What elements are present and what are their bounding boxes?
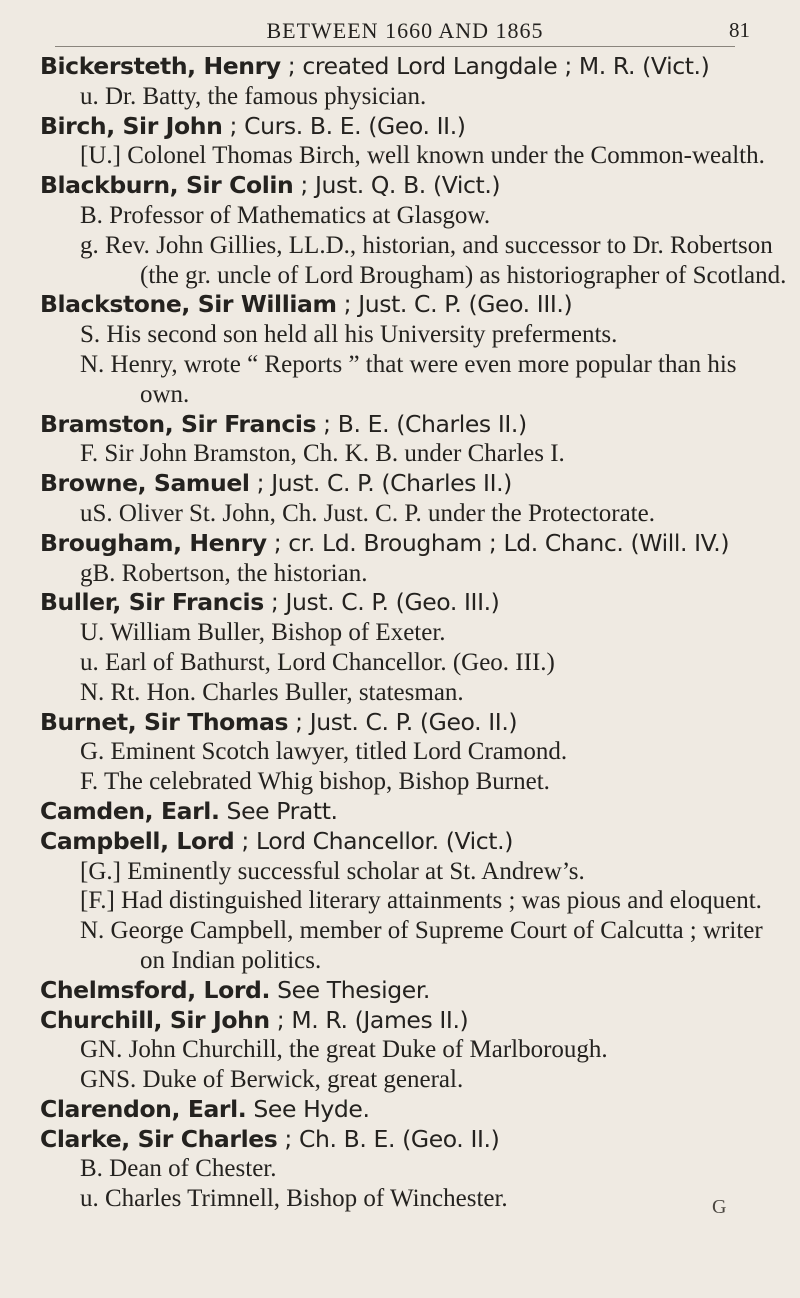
kinship-note: u. Dr. Batty, the famous physician.: [80, 82, 427, 110]
headword-details: See Pratt.: [219, 796, 338, 825]
headword-details: ; cr. Ld. Brougham ; Ld. Chanc. (Will. IV.): [266, 528, 730, 557]
headword-name: Buller, Sir Francis: [40, 588, 264, 617]
kinship-note: N. Henry, wrote “ Reports ” that were even more popular than his own.: [80, 350, 737, 408]
kinship-note: U. William Buller, Bishop of Exeter.: [80, 619, 446, 647]
kinship-note: F. The celebrated Whig bishop, Bishop Burnet.: [80, 768, 550, 796]
kinship-note: uS. Oliver St. John, Ch. Just. C. P. under the Protectorate.: [80, 499, 655, 527]
headword-details: ; Just. Q. B. (Vict.): [293, 171, 501, 200]
headword-details: ; M. R. (James II.): [269, 1005, 469, 1034]
kinship-note: G. Eminent Scotch lawyer, titled Lord Cramond.: [80, 738, 568, 766]
headword-entry: [40, 290, 792, 320]
kinship-note: [U.] Colonel Thomas Birch, well known under the Common-wealth.: [80, 142, 765, 170]
headword-entry: [40, 1095, 792, 1125]
headword-entry: [40, 1125, 792, 1155]
headword-entry: [40, 52, 792, 82]
kinship-note: B. Dean of Chester.: [80, 1155, 277, 1183]
headword-entry: [40, 410, 792, 440]
headword-details: See Thesiger.: [270, 975, 431, 1004]
headword-name: Clarke, Sir Charles: [40, 1124, 278, 1153]
headword-name: Clarendon, Earl.: [40, 1094, 247, 1123]
header-rule: [55, 46, 735, 47]
headword-entry: [40, 529, 792, 559]
entry-list: [40, 52, 792, 1214]
headword-details: ; created Lord Langdale ; M. R. (Vict.): [280, 52, 710, 80]
headword-entry: [40, 976, 792, 1006]
headword-entry: [40, 797, 792, 827]
kinship-note: gB. Robertson, the historian.: [80, 559, 368, 587]
page-number: 81: [729, 18, 750, 42]
headword-name: Blackstone, Sir William: [40, 290, 337, 319]
headword-details: ; Lord Chancellor. (Vict.): [234, 826, 513, 855]
headword-details: ; Curs. B. E. (Geo. II.): [222, 111, 466, 140]
kinship-note: S. His second son held all his University preferments.: [80, 321, 618, 349]
kinship-note: B. Professor of Mathematics at Glasgow.: [80, 201, 491, 229]
kinship-note: [G.] Eminently successful scholar at St. Andrew’s.: [80, 857, 585, 885]
running-title: BETWEEN 1660 AND 1865: [266, 18, 544, 43]
kinship-note: GNS. Duke of Berwick, great general.: [80, 1066, 464, 1094]
headword-details: ; Just. C. P. (Geo. III.): [263, 588, 500, 617]
headword-name: Burnet, Sir Thomas: [40, 707, 289, 736]
headword-entry: [40, 588, 792, 618]
headword-name: Chelmsford, Lord.: [40, 975, 270, 1004]
running-head: [60, 14, 750, 44]
headword-name: Bramston, Sir Francis: [40, 409, 317, 438]
headword-name: Churchill, Sir John: [40, 1005, 270, 1034]
headword-name: Camden, Earl.: [40, 796, 220, 825]
headword-name: Birch, Sir John: [40, 111, 223, 140]
headword-name: Blackburn, Sir Colin: [40, 171, 294, 200]
headword-details: ; Just. C. P. (Charles II.): [249, 469, 512, 498]
kinship-note: u. Charles Trimnell, Bishop of Winchester.: [80, 1185, 508, 1213]
headword-details: ; Just. C. P. (Geo. III.): [336, 290, 573, 319]
headword-entry: [40, 827, 792, 857]
kinship-note: [F.] Had distinguished literary attainments ; was pious and eloquent.: [80, 887, 762, 915]
headword-details: See Hyde.: [246, 1094, 370, 1123]
headword-entry: [40, 112, 792, 142]
kinship-note: N. Rt. Hon. Charles Buller, statesman.: [80, 678, 464, 706]
kinship-note: GN. John Churchill, the great Duke of Marlborough.: [80, 1036, 608, 1064]
headword-name: Campbell, Lord: [40, 826, 235, 855]
headword-entry: [40, 708, 792, 738]
headword-name: Bickersteth, Henry: [40, 52, 281, 80]
signature-mark: G: [712, 1196, 727, 1218]
kinship-note: F. Sir John Bramston, Ch. K. B. under Charles I.: [80, 440, 565, 468]
headword-name: Brougham, Henry: [40, 528, 267, 557]
headword-name: Browne, Samuel: [40, 469, 250, 498]
kinship-note: N. George Campbell, member of Supreme Court of Calcutta ; writer on Indian politics.: [80, 917, 763, 974]
headword-details: ; Just. C. P. (Geo. II.): [288, 707, 518, 736]
headword-details: ; B. E. (Charles II.): [316, 409, 527, 438]
headword-details: ; Ch. B. E. (Geo. II.): [277, 1124, 500, 1153]
headword-entry: [40, 469, 792, 499]
headword-entry: [40, 1006, 792, 1036]
kinship-note: u. Earl of Bathurst, Lord Chancellor. (Geo. III.): [80, 648, 555, 676]
kinship-note: g. Rev. John Gillies, LL.D., historian, and successor to Dr. Robertson (the gr. uncle of Lord Brougham) as historiographer of Scotland.: [80, 231, 787, 289]
headword-entry: [40, 171, 792, 201]
